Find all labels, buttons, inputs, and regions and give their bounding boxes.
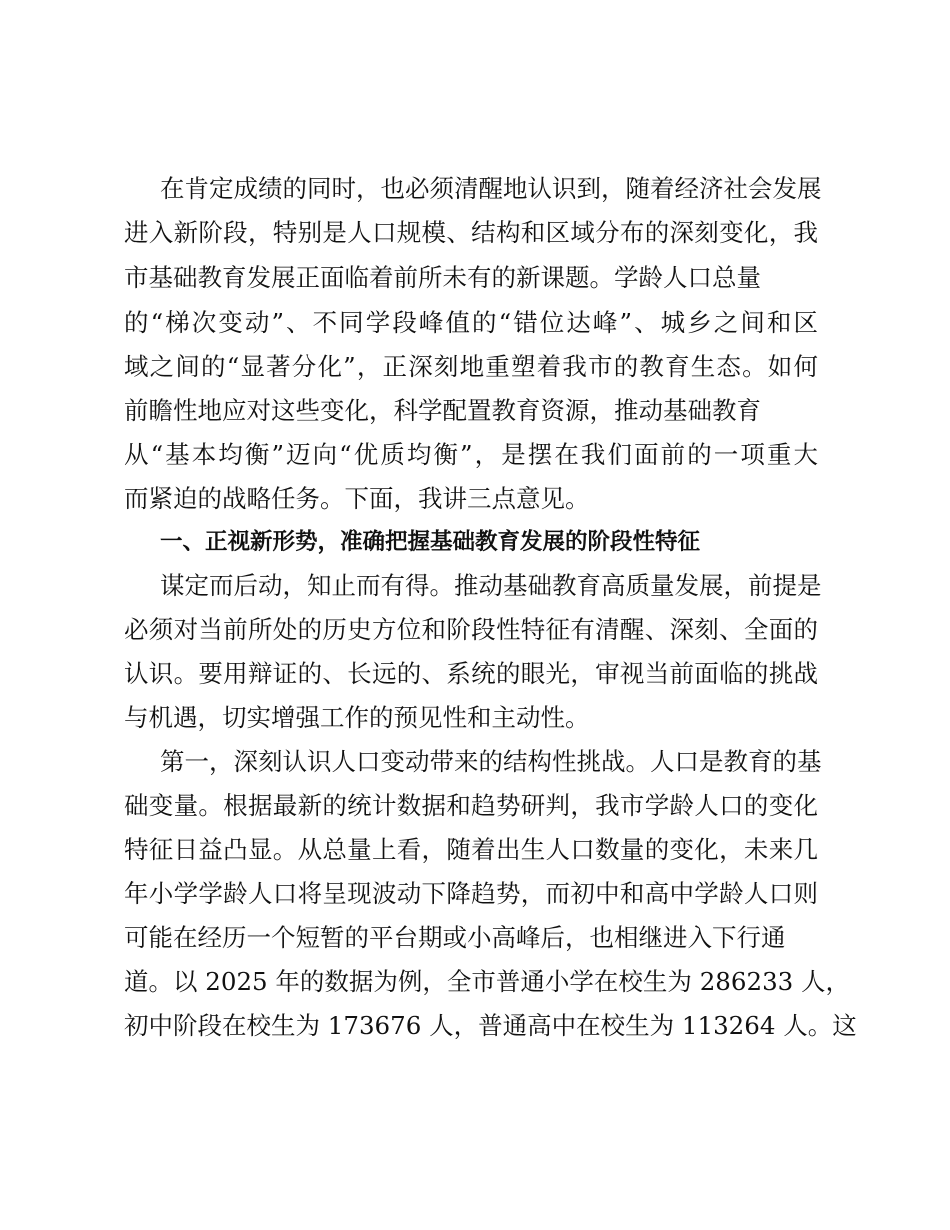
paragraph-2-line-1 bbox=[0, 563, 950, 608]
text-line: 第一，深刻认识人口变动带来的结构性挑战。人口是教育的基 bbox=[160, 747, 822, 776]
text-line: 从“基本均衡”迈向“优质均衡”，是摆在我们面前的一项重大 bbox=[124, 440, 818, 469]
text-line: 认识。要用辩证的、长远的、系统的眼光，审视当前面临的挑战 bbox=[124, 659, 818, 688]
paragraph-3-line-4 bbox=[0, 871, 950, 916]
text-line: 必须对当前所处的历史方位和阶段性特征有清醒、深刻、全面的 bbox=[124, 615, 818, 644]
paragraph-1-line-3 bbox=[0, 255, 950, 300]
paragraph-3-line-5 bbox=[0, 915, 950, 960]
text-line: 初中阶段在校生为 173676 人，普通高中在校生为 113264 人。这 bbox=[124, 1011, 857, 1040]
text-line: 进入新阶段，特别是人口规模、结构和区域分布的深刻变化，我 bbox=[124, 218, 818, 247]
paragraph-1-line-1 bbox=[0, 166, 950, 211]
text-line: 的“梯次变动”、不同学段峰值的“错位达峰”、城乡之间和区 bbox=[124, 308, 818, 337]
paragraph-3-line-6 bbox=[0, 959, 950, 1004]
text-line: 域之间的“显著分化”，正深刻地重塑着我市的教育生态。如何 bbox=[124, 352, 818, 381]
text-line: 与机遇，切实增强工作的预见性和主动性。 bbox=[124, 703, 590, 732]
paragraph-2-line-2 bbox=[0, 607, 950, 652]
text-line: 道。以 2025 年的数据为例，全市普通小学在校生为 286233 人， bbox=[124, 967, 851, 996]
paragraph-1-line-6 bbox=[0, 388, 950, 433]
text-line: 础变量。根据最新的统计数据和趋势研判，我市学龄人口的变化 bbox=[124, 791, 818, 820]
paragraph-1-line-2 bbox=[0, 210, 950, 255]
section-heading bbox=[0, 520, 950, 565]
paragraph-1-line-5 bbox=[0, 344, 950, 389]
paragraph-3-line-1 bbox=[0, 739, 950, 784]
paragraph-3-line-3 bbox=[0, 827, 950, 872]
paragraph-3-line-7 bbox=[0, 1003, 950, 1048]
text-line: 而紧迫的战略任务。下面，我讲三点意见。 bbox=[124, 484, 590, 513]
paragraph-1-line-8 bbox=[0, 476, 950, 521]
text-line: 市基础教育发展正面临着前所未有的新课题。学龄人口总量 bbox=[124, 263, 761, 292]
text-line: 谋定而后动，知止而有得。推动基础教育高质量发展，前提是 bbox=[160, 571, 822, 600]
paragraph-2-line-4 bbox=[0, 695, 950, 740]
text-line: 前瞻性地应对这些变化，科学配置教育资源，推动基础教育 bbox=[124, 396, 761, 425]
paragraph-3-line-2 bbox=[0, 783, 950, 828]
paragraph-1-line-4 bbox=[0, 300, 950, 345]
text-line: 可能在经历一个短暂的平台期或小高峰后，也相继进入下行通 bbox=[124, 923, 786, 952]
heading-text: 一、正视新形势，准确把握基础教育发展的阶段性特征 bbox=[160, 529, 701, 555]
paragraph-1-line-7 bbox=[0, 432, 950, 477]
text-line: 在肯定成绩的同时，也必须清醒地认识到，随着经济社会发展 bbox=[160, 174, 822, 203]
text-line: 年小学学龄人口将呈现波动下降趋势，而初中和高中学龄人口则 bbox=[124, 879, 818, 908]
text-line: 特征日益凸显。从总量上看，随着出生人口数量的变化，未来几 bbox=[124, 835, 818, 864]
paragraph-2-line-3 bbox=[0, 651, 950, 696]
